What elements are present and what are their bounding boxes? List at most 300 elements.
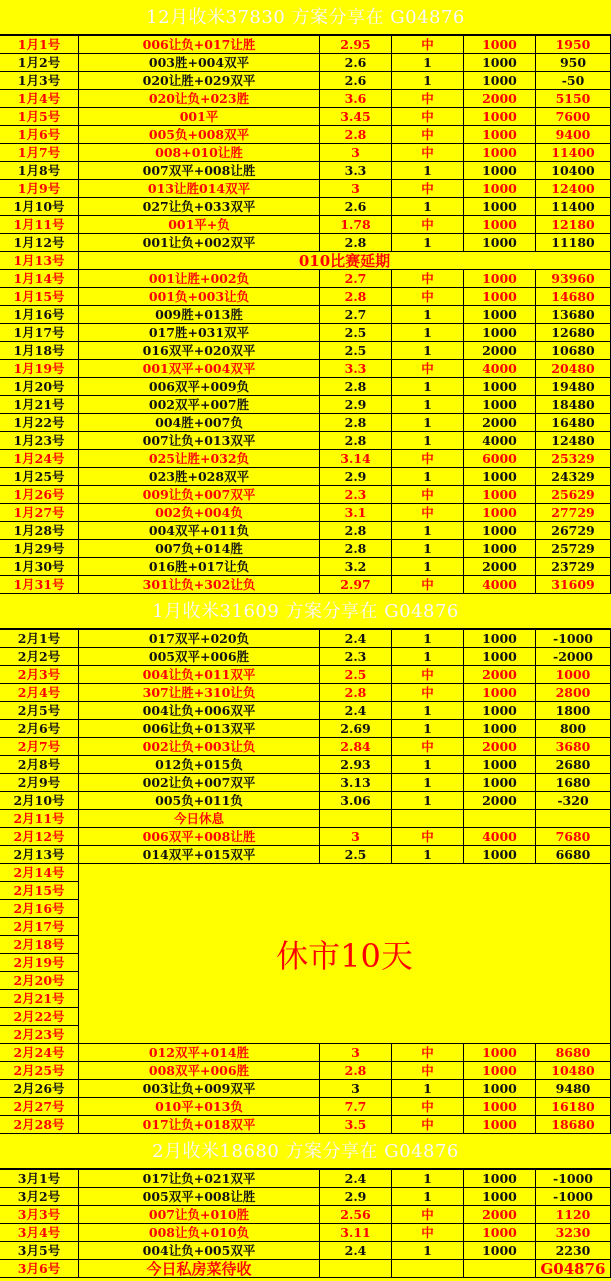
- bet-cell: 013让胜014双平: [79, 180, 320, 198]
- date-cell: 2月6号: [0, 720, 79, 738]
- stake-cell: 1000: [464, 1116, 536, 1134]
- bet-cell: 007负+014胜: [79, 540, 320, 558]
- result-cell: 中: [392, 450, 464, 468]
- date-cell: 1月23号: [0, 432, 79, 450]
- balance-cell: 16180: [536, 1098, 611, 1116]
- odds-cell: 3: [320, 1044, 392, 1062]
- date-cell: 2月8号: [0, 756, 79, 774]
- balance-cell: 25729: [536, 540, 611, 558]
- date-cell: 1月3号: [0, 72, 79, 90]
- stake-cell: 2000: [464, 792, 536, 810]
- bet-cell: 001负+003让负: [79, 288, 320, 306]
- odds-cell: 3.06: [320, 792, 392, 810]
- result-cell: 中: [392, 108, 464, 126]
- result-cell: 1: [392, 468, 464, 486]
- date-cell: 2月20号: [0, 972, 79, 990]
- odds-cell: 2.4: [320, 630, 392, 648]
- bet-cell: 016胜+017让负: [79, 558, 320, 576]
- bet-cell: 027让负+033双平: [79, 198, 320, 216]
- bet-cell: 008+010让胜: [79, 144, 320, 162]
- odds-cell: 2.7: [320, 270, 392, 288]
- result-cell: 1: [392, 846, 464, 864]
- odds-cell: 2.4: [320, 1242, 392, 1260]
- odds-cell: 3.3: [320, 162, 392, 180]
- stake-cell: 1000: [464, 774, 536, 792]
- stake-cell: 1000: [464, 1098, 536, 1116]
- bet-cell: 020让负+023胜: [79, 90, 320, 108]
- odds-cell: 2.8: [320, 540, 392, 558]
- date-cell: 1月26号: [0, 486, 79, 504]
- date-cell: 2月18号: [0, 936, 79, 954]
- date-cell: 1月25号: [0, 468, 79, 486]
- odds-cell: 2.6: [320, 54, 392, 72]
- stake-cell: 1000: [464, 162, 536, 180]
- result-cell: 中: [392, 36, 464, 54]
- stake-cell: 1000: [464, 522, 536, 540]
- result-cell: 1: [392, 72, 464, 90]
- stake-cell: 4000: [464, 432, 536, 450]
- date-cell: 1月17号: [0, 324, 79, 342]
- date-cell: 1月27号: [0, 504, 79, 522]
- result-cell: 中: [392, 180, 464, 198]
- bet-cell: 010平+013负: [79, 1098, 320, 1116]
- balance-cell: 6680: [536, 846, 611, 864]
- result-cell: 中: [392, 1206, 464, 1224]
- result-cell: 1: [392, 162, 464, 180]
- bet-cell: 007让负+010胜: [79, 1206, 320, 1224]
- stake-cell: 1000: [464, 1062, 536, 1080]
- date-cell: 3月3号: [0, 1206, 79, 1224]
- bet-cell: 今日休息: [79, 810, 320, 828]
- bet-cell: 007双平+008让胜: [79, 162, 320, 180]
- stake-cell: 2000: [464, 738, 536, 756]
- stake-cell: 1000: [464, 1188, 536, 1206]
- odds-cell: 3.6: [320, 90, 392, 108]
- balance-cell: 23729: [536, 558, 611, 576]
- result-cell: 1: [392, 54, 464, 72]
- result-cell: 1: [392, 558, 464, 576]
- odds-cell: [320, 810, 392, 828]
- bet-cell: 006让负+013双平: [79, 720, 320, 738]
- date-cell: 2月10号: [0, 792, 79, 810]
- balance-cell: [536, 810, 611, 828]
- balance-cell: 2680: [536, 756, 611, 774]
- date-cell: 2月1号: [0, 630, 79, 648]
- month-summary-header: 2月收米18680 方案分享在 G04876: [0, 1134, 611, 1170]
- odds-cell: 3.14: [320, 450, 392, 468]
- date-cell: 2月4号: [0, 684, 79, 702]
- date-cell: 3月4号: [0, 1224, 79, 1242]
- stake-cell: 2000: [464, 342, 536, 360]
- date-cell: 1月2号: [0, 54, 79, 72]
- result-cell: 中: [392, 486, 464, 504]
- bet-cell: 008让负+010负: [79, 1224, 320, 1242]
- odds-cell: 2.93: [320, 756, 392, 774]
- balance-cell: 5150: [536, 90, 611, 108]
- result-cell: 1: [392, 702, 464, 720]
- odds-cell: 2.9: [320, 396, 392, 414]
- date-cell: 1月30号: [0, 558, 79, 576]
- balance-cell: 7680: [536, 828, 611, 846]
- month-summary-header: 1月收米31609 方案分享在 G04876: [0, 594, 611, 630]
- result-cell: 中: [392, 270, 464, 288]
- bet-cell: 004让负+006双平: [79, 702, 320, 720]
- balance-cell: 26729: [536, 522, 611, 540]
- stake-cell: 1000: [464, 504, 536, 522]
- date-cell: 3月6号: [0, 1260, 79, 1278]
- date-cell: 1月6号: [0, 126, 79, 144]
- bet-cell: 006让负+017让胜: [79, 36, 320, 54]
- result-cell: [392, 810, 464, 828]
- date-cell: 1月11号: [0, 216, 79, 234]
- balance-cell: 31609: [536, 576, 611, 594]
- date-cell: 1月22号: [0, 414, 79, 432]
- odds-cell: 3.3: [320, 360, 392, 378]
- odds-cell: 2.8: [320, 234, 392, 252]
- odds-cell: 2.8: [320, 684, 392, 702]
- bet-cell: 023胜+028双平: [79, 468, 320, 486]
- date-cell: 1月4号: [0, 90, 79, 108]
- result-cell: 1: [392, 756, 464, 774]
- balance-cell: 1680: [536, 774, 611, 792]
- date-cell: 2月28号: [0, 1116, 79, 1134]
- postponed-note: 010比赛延期: [79, 252, 611, 270]
- bet-cell: 012负+015负: [79, 756, 320, 774]
- date-cell: 1月15号: [0, 288, 79, 306]
- balance-cell: 10680: [536, 342, 611, 360]
- date-cell: 2月17号: [0, 918, 79, 936]
- bet-cell: 017让负+018双平: [79, 1116, 320, 1134]
- date-cell: 1月24号: [0, 450, 79, 468]
- bet-cell: 001让负+002双平: [79, 234, 320, 252]
- stake-cell: 1000: [464, 72, 536, 90]
- date-cell: 2月2号: [0, 648, 79, 666]
- bet-cell: 301让负+302让负: [79, 576, 320, 594]
- balance-cell: 12180: [536, 216, 611, 234]
- odds-cell: 2.5: [320, 324, 392, 342]
- stake-cell: 1000: [464, 630, 536, 648]
- date-cell: 1月21号: [0, 396, 79, 414]
- balance-cell: -2000: [536, 648, 611, 666]
- balance-cell: 27729: [536, 504, 611, 522]
- market-closed-note: 休市10天: [79, 864, 611, 1044]
- stake-cell: 1000: [464, 756, 536, 774]
- stake-cell: 1000: [464, 36, 536, 54]
- balance-cell: 10400: [536, 162, 611, 180]
- bet-cell: 006双平+009负: [79, 378, 320, 396]
- bet-cell: 005双平+008让胜: [79, 1188, 320, 1206]
- result-cell: 1: [392, 1188, 464, 1206]
- stake-cell: 1000: [464, 180, 536, 198]
- stake-cell: 2000: [464, 558, 536, 576]
- odds-cell: 2.8: [320, 432, 392, 450]
- odds-cell: 3.2: [320, 558, 392, 576]
- balance-cell: 12680: [536, 324, 611, 342]
- balance-cell: 2800: [536, 684, 611, 702]
- balance-cell: 18480: [536, 396, 611, 414]
- stake-cell: 1000: [464, 486, 536, 504]
- balance-cell: 20480: [536, 360, 611, 378]
- result-cell: 中: [392, 1224, 464, 1242]
- stake-cell: 1000: [464, 468, 536, 486]
- bet-cell: 307让胜+310让负: [79, 684, 320, 702]
- balance-cell: -1000: [536, 1188, 611, 1206]
- balance-cell: 16480: [536, 414, 611, 432]
- balance-cell: 9400: [536, 126, 611, 144]
- result-cell: 1: [392, 792, 464, 810]
- date-cell: 3月1号: [0, 1170, 79, 1188]
- date-cell: 2月7号: [0, 738, 79, 756]
- bet-cell: 005负+011负: [79, 792, 320, 810]
- odds-cell: 2.9: [320, 1188, 392, 1206]
- balance-cell: 24329: [536, 468, 611, 486]
- date-cell: 1月5号: [0, 108, 79, 126]
- bet-cell: 004双平+011负: [79, 522, 320, 540]
- result-cell: 中: [392, 738, 464, 756]
- odds-cell: 2.97: [320, 576, 392, 594]
- date-cell: 2月25号: [0, 1062, 79, 1080]
- stake-cell: 1000: [464, 702, 536, 720]
- odds-cell: 2.8: [320, 1062, 392, 1080]
- stake-cell: 1000: [464, 720, 536, 738]
- balance-cell: 13680: [536, 306, 611, 324]
- date-cell: 2月13号: [0, 846, 79, 864]
- odds-cell: 2.8: [320, 414, 392, 432]
- stake-cell: 1000: [464, 846, 536, 864]
- balance-cell: 1800: [536, 702, 611, 720]
- stake-cell: 2000: [464, 414, 536, 432]
- date-cell: 1月10号: [0, 198, 79, 216]
- odds-cell: 3: [320, 144, 392, 162]
- result-cell: 中: [392, 576, 464, 594]
- balance-cell: 19480: [536, 378, 611, 396]
- bet-cell: 002负+004负: [79, 504, 320, 522]
- stake-cell: 1000: [464, 1224, 536, 1242]
- odds-cell: 3: [320, 1080, 392, 1098]
- result-cell: 1: [392, 1170, 464, 1188]
- bet-cell: 002让负+007双平: [79, 774, 320, 792]
- date-cell: 2月21号: [0, 990, 79, 1008]
- pending-note: 今日私房菜待收: [79, 1260, 320, 1278]
- balance-cell: -50: [536, 72, 611, 90]
- stake-cell: 1000: [464, 54, 536, 72]
- balance-cell: -1000: [536, 630, 611, 648]
- stake-cell: 1000: [464, 1242, 536, 1260]
- date-cell: 3月2号: [0, 1188, 79, 1206]
- result-cell: 1: [392, 378, 464, 396]
- stake-cell: 2000: [464, 90, 536, 108]
- odds-cell: 7.7: [320, 1098, 392, 1116]
- stake-cell: 1000: [464, 1170, 536, 1188]
- date-cell: 1月12号: [0, 234, 79, 252]
- odds-cell: 3.13: [320, 774, 392, 792]
- odds-cell: 2.5: [320, 666, 392, 684]
- bet-cell: 025让胜+032负: [79, 450, 320, 468]
- balance-cell: 11400: [536, 198, 611, 216]
- date-cell: 3月5号: [0, 1242, 79, 1260]
- stake-cell: 1000: [464, 198, 536, 216]
- balance-cell: 12480: [536, 432, 611, 450]
- balance-cell: -1000: [536, 1170, 611, 1188]
- result-cell: 中: [392, 216, 464, 234]
- odds-cell: 3.1: [320, 504, 392, 522]
- result-cell: [392, 1260, 464, 1278]
- date-cell: 1月19号: [0, 360, 79, 378]
- balance-cell: 11400: [536, 144, 611, 162]
- date-cell: 2月16号: [0, 900, 79, 918]
- balance-cell: 1000: [536, 666, 611, 684]
- balance-cell: 25329: [536, 450, 611, 468]
- odds-cell: 2.9: [320, 468, 392, 486]
- bet-cell: 004让负+005双平: [79, 1242, 320, 1260]
- bet-cell: 001双平+004双平: [79, 360, 320, 378]
- stake-cell: [464, 810, 536, 828]
- date-cell: 1月13号: [0, 252, 79, 270]
- result-cell: 1: [392, 342, 464, 360]
- balance-cell: 1950: [536, 36, 611, 54]
- stake-cell: 1000: [464, 324, 536, 342]
- bet-cell: 007让负+013双平: [79, 432, 320, 450]
- odds-cell: 2.3: [320, 486, 392, 504]
- odds-cell: 3: [320, 828, 392, 846]
- balance-cell: 10480: [536, 1062, 611, 1080]
- odds-cell: 2.4: [320, 1170, 392, 1188]
- odds-cell: 2.6: [320, 198, 392, 216]
- bet-cell: 003让负+009双平: [79, 1080, 320, 1098]
- date-cell: 1月29号: [0, 540, 79, 558]
- date-cell: 1月14号: [0, 270, 79, 288]
- result-cell: 中: [392, 1044, 464, 1062]
- result-cell: 1: [392, 540, 464, 558]
- odds-cell: 2.8: [320, 522, 392, 540]
- balance-cell: 11180: [536, 234, 611, 252]
- bet-cell: 001平+负: [79, 216, 320, 234]
- result-cell: 中: [392, 684, 464, 702]
- bet-cell: 017让负+021双平: [79, 1170, 320, 1188]
- balance-cell: 1120: [536, 1206, 611, 1224]
- stake-cell: 1000: [464, 270, 536, 288]
- stake-cell: 1000: [464, 234, 536, 252]
- bet-cell: 002让负+003让负: [79, 738, 320, 756]
- bet-cell: 017胜+031双平: [79, 324, 320, 342]
- result-cell: 中: [392, 126, 464, 144]
- stake-cell: 1000: [464, 126, 536, 144]
- stake-cell: 1000: [464, 144, 536, 162]
- odds-cell: 3: [320, 180, 392, 198]
- stake-cell: 1000: [464, 540, 536, 558]
- date-cell: 2月9号: [0, 774, 79, 792]
- date-cell: 1月31号: [0, 576, 79, 594]
- stake-cell: 1000: [464, 378, 536, 396]
- result-cell: 1: [392, 648, 464, 666]
- odds-cell: 1.78: [320, 216, 392, 234]
- date-cell: 2月11号: [0, 810, 79, 828]
- odds-cell: 2.8: [320, 126, 392, 144]
- balance-cell: 93960: [536, 270, 611, 288]
- result-cell: 1: [392, 1242, 464, 1260]
- bet-cell: 005负+008双平: [79, 126, 320, 144]
- bet-cell: 009让负+007双平: [79, 486, 320, 504]
- odds-cell: 2.5: [320, 846, 392, 864]
- odds-cell: 2.8: [320, 288, 392, 306]
- odds-cell: [320, 1260, 392, 1278]
- stake-cell: 1000: [464, 306, 536, 324]
- stake-cell: 1000: [464, 1044, 536, 1062]
- balance-cell: 800: [536, 720, 611, 738]
- date-cell: 1月1号: [0, 36, 79, 54]
- date-cell: 2月5号: [0, 702, 79, 720]
- result-cell: 1: [392, 432, 464, 450]
- odds-cell: 2.8: [320, 378, 392, 396]
- date-cell: 1月8号: [0, 162, 79, 180]
- result-cell: 中: [392, 666, 464, 684]
- bet-cell: 020让胜+029双平: [79, 72, 320, 90]
- stake-cell: 1000: [464, 1080, 536, 1098]
- result-cell: 中: [392, 360, 464, 378]
- balance-cell: 3680: [536, 738, 611, 756]
- date-cell: 2月19号: [0, 954, 79, 972]
- odds-cell: 3.5: [320, 1116, 392, 1134]
- odds-cell: 3.11: [320, 1224, 392, 1242]
- odds-cell: 3.45: [320, 108, 392, 126]
- bet-cell: 006双平+008让胜: [79, 828, 320, 846]
- month-summary-header: 12月收米37830 方案分享在 G04876: [0, 0, 611, 36]
- bet-cell: 005双平+006胜: [79, 648, 320, 666]
- bet-cell: 009胜+013胜: [79, 306, 320, 324]
- balance-cell: 25629: [536, 486, 611, 504]
- balance-cell: 2230: [536, 1242, 611, 1260]
- result-cell: 1: [392, 234, 464, 252]
- result-cell: 1: [392, 720, 464, 738]
- result-cell: 1: [392, 522, 464, 540]
- stake-cell: 2000: [464, 1206, 536, 1224]
- share-code: G04876: [536, 1260, 611, 1278]
- balance-cell: 18680: [536, 1116, 611, 1134]
- date-cell: 1月20号: [0, 378, 79, 396]
- result-cell: 1: [392, 630, 464, 648]
- result-cell: 1: [392, 396, 464, 414]
- date-cell: 2月14号: [0, 864, 79, 882]
- odds-cell: 2.95: [320, 36, 392, 54]
- date-cell: 1月28号: [0, 522, 79, 540]
- balance-cell: 3230: [536, 1224, 611, 1242]
- date-cell: 2月24号: [0, 1044, 79, 1062]
- result-cell: 中: [392, 288, 464, 306]
- result-cell: 中: [392, 1062, 464, 1080]
- date-cell: 1月18号: [0, 342, 79, 360]
- balance-cell: 950: [536, 54, 611, 72]
- result-cell: 中: [392, 1116, 464, 1134]
- stake-cell: 6000: [464, 450, 536, 468]
- bet-cell: 001让胜+002负: [79, 270, 320, 288]
- stake-cell: [464, 1260, 536, 1278]
- date-cell: 2月26号: [0, 1080, 79, 1098]
- stake-cell: 1000: [464, 684, 536, 702]
- balance-cell: 7600: [536, 108, 611, 126]
- stake-cell: 4000: [464, 828, 536, 846]
- odds-cell: 2.84: [320, 738, 392, 756]
- bet-cell: 001平: [79, 108, 320, 126]
- odds-cell: 2.56: [320, 1206, 392, 1224]
- balance-cell: 9480: [536, 1080, 611, 1098]
- balance-cell: 12400: [536, 180, 611, 198]
- date-cell: 2月3号: [0, 666, 79, 684]
- date-cell: 1月16号: [0, 306, 79, 324]
- date-cell: 2月23号: [0, 1026, 79, 1044]
- result-cell: 中: [392, 504, 464, 522]
- balance-cell: 14680: [536, 288, 611, 306]
- date-cell: 2月15号: [0, 882, 79, 900]
